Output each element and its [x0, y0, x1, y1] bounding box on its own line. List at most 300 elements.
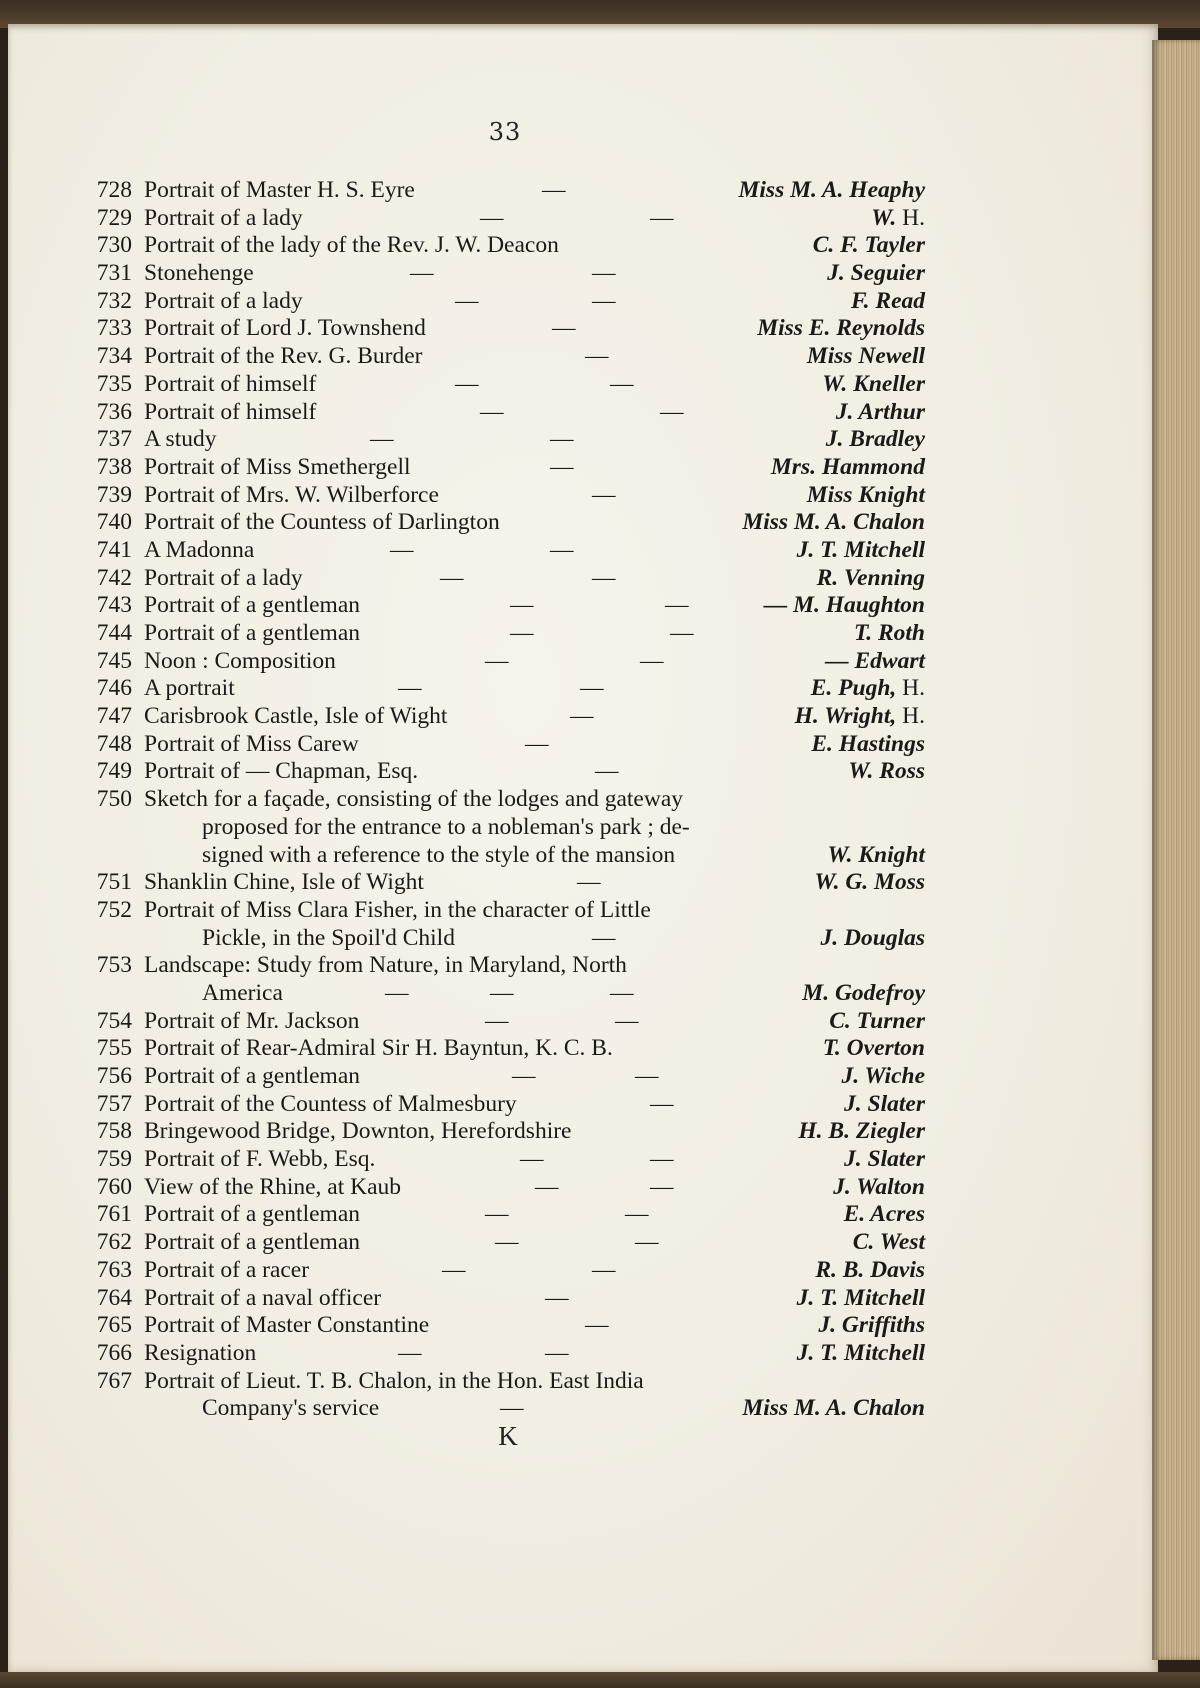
entry-title: Portrait of a lady [144, 204, 303, 231]
entry-number: 732 [96, 287, 132, 314]
entry-title: Portrait of Master H. S. Eyre [144, 177, 415, 203]
entry-number: 752 [96, 896, 132, 923]
entry-title: proposed for the entrance to a nobleman's park ; de- [202, 813, 690, 840]
catalogue-entry [80, 648, 925, 676]
entry-number: 755 [96, 1035, 132, 1062]
catalogue-entry [80, 232, 925, 260]
artist-label: H. Wright, [794, 703, 897, 730]
entry-title: Portrait of Miss Smethergell [144, 453, 411, 480]
catalogue-entry [80, 260, 925, 288]
entry-line [80, 1035, 925, 1063]
artist-label: C. Turner [829, 1007, 925, 1034]
catalogue-entry [80, 592, 925, 620]
artist-label: F. Read [851, 287, 925, 314]
entry-line [80, 1174, 925, 1202]
entry-line [80, 814, 925, 842]
entry-number: 764 [96, 1284, 132, 1311]
leader-dash: — [610, 979, 634, 1006]
artist-label: W. Ross [848, 758, 925, 785]
entry-title: Portrait of the Countess of Malmesbury [144, 1090, 517, 1117]
leader-dash: — [592, 481, 616, 508]
entry-number: 742 [96, 564, 132, 591]
entry-title: Stonehenge [144, 260, 254, 287]
artist-label: Miss M. A. Chalon [742, 509, 925, 536]
entry-title: Portrait of F. Webb, Esq. [144, 1146, 376, 1173]
catalogue-entry [80, 371, 925, 399]
entry-line [80, 1146, 925, 1174]
entry-title: Portrait of Miss Carew [144, 730, 359, 757]
entry-number: 733 [96, 315, 132, 342]
entry-line [80, 1008, 925, 1036]
entry-line [80, 675, 925, 703]
artist-name [814, 869, 925, 897]
leader-dash: — [440, 564, 464, 591]
entry-line [80, 537, 925, 565]
entry-number: 766 [96, 1339, 132, 1366]
leader-dash: — [480, 398, 504, 425]
artist-label: Mrs. Hammond [770, 453, 925, 480]
artist-name [802, 980, 925, 1008]
leader-dash: — [485, 647, 509, 674]
entry-title: Noon : Composition [144, 647, 336, 674]
catalogue-entry [80, 1340, 925, 1368]
artist-label: — Edwart [825, 647, 925, 674]
entry-title: A study [144, 426, 217, 453]
entry-number: 731 [96, 260, 132, 287]
catalogue-entry [80, 620, 925, 648]
artist-label: Miss Knight [806, 481, 925, 508]
entry-line [80, 731, 925, 759]
entry-line [80, 315, 925, 343]
artist-name [836, 399, 925, 427]
entry-line [80, 1340, 925, 1368]
entry-number: 756 [96, 1063, 132, 1089]
entry-title: Portrait of — Chapman, Esq. [144, 758, 419, 785]
catalogue-entry [80, 675, 925, 703]
artist-name [826, 426, 925, 454]
entry-title: Portrait of himself [144, 370, 317, 397]
artist-label: H. B. Ziegler [798, 1118, 925, 1145]
entry-title: Resignation [144, 1339, 257, 1366]
artist-label: W. G. Moss [814, 869, 925, 896]
entry-line [80, 454, 925, 482]
leader-dash: — [500, 1395, 524, 1422]
entry-number: 734 [96, 343, 132, 370]
entry-number: 767 [96, 1367, 132, 1394]
entry-title: A portrait [144, 675, 235, 702]
entry-line [80, 1312, 925, 1340]
leader-dash: — [615, 1007, 639, 1034]
catalogue-entry [80, 1285, 925, 1313]
entry-line [80, 758, 925, 786]
leader-dash: — [635, 1229, 659, 1256]
artist-label: J. Walton [833, 1173, 925, 1200]
leader-dash: — [585, 343, 609, 370]
leader-dash: — [550, 426, 574, 453]
entry-number: 736 [96, 398, 132, 425]
leader-dash: — [592, 287, 616, 314]
artist-name [797, 1285, 925, 1313]
catalogue-entry [80, 537, 925, 565]
entry-line [80, 1201, 925, 1229]
artist-name [742, 1395, 925, 1423]
artist-label: J. Wiche [841, 1063, 925, 1089]
entry-number: 729 [96, 204, 132, 231]
leader-dash: — [625, 1201, 649, 1228]
leader-dash: — [535, 1173, 559, 1200]
artist-name [797, 537, 925, 565]
page-edges [1152, 40, 1200, 1660]
leader-dash: — [485, 1007, 509, 1034]
entry-title: Portrait of Mr. Jackson [144, 1007, 360, 1034]
leader-dash: — [545, 1339, 569, 1366]
leader-dash: — [512, 1063, 536, 1089]
leader-dash: — [455, 370, 479, 397]
catalogue-entry [80, 399, 925, 427]
entry-line [80, 592, 925, 620]
entry-number: 757 [96, 1090, 132, 1117]
artist-name [825, 648, 925, 676]
artist-name [818, 1312, 925, 1340]
artist-name [757, 315, 925, 343]
leader-dash: — [665, 592, 689, 619]
leader-dash: — [550, 453, 574, 480]
leader-dash: — [510, 592, 534, 619]
entry-title: Portrait of Lieut. T. B. Chalon, in the Hon. East India [144, 1367, 644, 1394]
entry-number: 748 [96, 730, 132, 757]
entry-title: Portrait of Master Constantine [144, 1312, 430, 1339]
leader-dash: — [542, 177, 566, 203]
catalogue-entry [80, 1063, 925, 1091]
leader-dash: — [495, 1229, 519, 1256]
entry-line [80, 1118, 925, 1146]
entry-line [80, 648, 925, 676]
catalogue-entry [80, 952, 925, 1007]
entry-number: 728 [96, 177, 132, 203]
artist-name [853, 1229, 925, 1257]
leader-dash: — [650, 1173, 674, 1200]
catalogue-entry [80, 1312, 925, 1340]
artist-label: C. F. Tayler [812, 232, 925, 259]
leader-dash: — [640, 647, 664, 674]
catalogue-entry [80, 786, 925, 869]
entry-number: 761 [96, 1201, 132, 1228]
artist-label: E. Pugh, [810, 675, 897, 702]
entry-number: 735 [96, 370, 132, 397]
catalogue-entry [80, 1118, 925, 1146]
artist-name [854, 620, 925, 648]
entry-line [80, 1285, 925, 1313]
artist-suffix: H. [896, 675, 925, 702]
leader-dash: — [485, 1201, 509, 1228]
catalogue-entry [80, 1368, 925, 1423]
artist-name [833, 1174, 925, 1202]
artist-name [827, 260, 925, 288]
entry-line [80, 509, 925, 537]
artist-name [739, 177, 926, 205]
artist-label: J. T. Mitchell [796, 1284, 925, 1311]
entry-title: Portrait of the lady of the Rev. J. W. Deacon [144, 232, 559, 259]
entry-line [80, 177, 925, 205]
entry-line [80, 952, 925, 980]
entry-title: Portrait of a gentleman [144, 1229, 360, 1256]
artist-label: J. Douglas [820, 924, 925, 951]
entry-title: A Madonna [144, 536, 255, 563]
leader-dash: — [510, 620, 534, 646]
artist-label: E. Hastings [811, 730, 925, 757]
leader-dash: — [670, 620, 694, 646]
book-cover-bottom [0, 1672, 1200, 1688]
entry-title: Portrait of a gentleman [144, 1201, 360, 1228]
catalogue-entry [80, 1008, 925, 1036]
artist-name [827, 842, 925, 870]
artist-label: Miss E. Reynolds [757, 315, 925, 342]
entry-number: 751 [96, 869, 132, 896]
catalogue-entry [80, 758, 925, 786]
entry-line [80, 426, 925, 454]
artist-label: J. Slater [844, 1146, 925, 1173]
artist-name [817, 565, 925, 593]
catalogue-entry [80, 426, 925, 454]
artist-label: R. Venning [816, 564, 925, 591]
artist-name [851, 288, 925, 316]
leader-dash: — [577, 869, 601, 896]
leader-dash: — [592, 1256, 616, 1283]
entry-title: Portrait of a gentleman [144, 620, 360, 646]
artist-label: T. Overton [822, 1035, 925, 1062]
artist-label: T. Roth [854, 620, 925, 646]
entry-title: Portrait of Lord J. Townshend [144, 315, 426, 342]
entry-title: View of the Rhine, at Kaub [144, 1173, 402, 1200]
entry-line [80, 1091, 925, 1119]
leader-dash: — [455, 287, 479, 314]
artist-name [822, 371, 925, 399]
entry-title: Portrait of a gentleman [144, 1063, 360, 1089]
entry-title: Company's service [202, 1395, 380, 1422]
entry-title: Portrait of a gentleman [144, 592, 360, 619]
leader-dash: — [635, 1063, 659, 1089]
artist-name [807, 343, 925, 371]
entry-number: 739 [96, 481, 132, 508]
entry-title: Portrait of Rear-Admiral Sir H. Bayntun, K. C. B. [144, 1035, 613, 1062]
leader-dash: — [570, 703, 594, 730]
leader-dash: — [610, 370, 634, 397]
artist-suffix: H. [896, 204, 925, 231]
artist-label: J. T. Mitchell [796, 536, 925, 563]
artist-name [841, 1063, 925, 1091]
entry-number: 749 [96, 758, 132, 785]
entry-line [80, 1229, 925, 1257]
leader-dash: — [660, 398, 684, 425]
entry-number: 737 [96, 426, 132, 453]
leader-dash: — [480, 204, 504, 231]
leader-dash: — [410, 260, 434, 287]
entry-line [80, 260, 925, 288]
artist-label: E. Acres [843, 1201, 925, 1228]
artist-name [844, 1201, 925, 1229]
entry-line [80, 565, 925, 593]
catalogue-entry [80, 731, 925, 759]
entry-line [80, 869, 925, 897]
catalogue-entry [80, 343, 925, 371]
artist-name [848, 758, 925, 786]
entry-line [80, 980, 925, 1008]
catalogue-entry [80, 205, 925, 233]
catalogue-entry [80, 565, 925, 593]
artist-name [811, 675, 925, 703]
leader-dash: — [390, 536, 414, 563]
artist-label: W. Kneller [822, 370, 925, 397]
leader-dash: — [490, 979, 514, 1006]
entry-line [80, 786, 925, 814]
artist-label: W. [871, 204, 897, 231]
entry-title: Portrait of a racer [144, 1256, 310, 1283]
catalogue-entry [80, 1091, 925, 1119]
artist-label: J. Griffiths [818, 1312, 925, 1339]
artist-name [795, 703, 925, 731]
artist-suffix: H. [896, 703, 925, 730]
entry-title: Portrait of Miss Clara Fisher, in the character of Little [144, 896, 651, 923]
artist-name [823, 1035, 925, 1063]
catalogue-entry [80, 1146, 925, 1174]
artist-name [798, 1118, 925, 1146]
leader-dash: — [552, 315, 576, 342]
artist-name [764, 592, 925, 620]
entry-line [80, 232, 925, 260]
artist-label: Miss M. A. Heaphy [738, 177, 925, 203]
artist-label: C. West [852, 1229, 925, 1256]
entry-title: Bringewood Bridge, Downton, Herefordshire [144, 1118, 572, 1145]
artist-name [813, 232, 925, 260]
artist-label: J. Bradley [825, 426, 925, 453]
entry-number: 730 [96, 232, 132, 259]
entry-line [80, 482, 925, 510]
signature-mark: K [498, 1421, 518, 1451]
entry-title: Portrait of the Rev. G. Burder [144, 343, 423, 370]
entry-number: 741 [96, 536, 132, 563]
artist-label: J. Slater [844, 1090, 925, 1117]
entry-number: 743 [96, 592, 132, 619]
leader-dash: — [398, 1339, 422, 1366]
leader-dash: — [550, 536, 574, 563]
artist-name [871, 205, 925, 233]
entry-number: 762 [96, 1229, 132, 1256]
artist-name [844, 1146, 925, 1174]
artist-label: J. T. Mitchell [796, 1339, 925, 1366]
artist-name [807, 482, 925, 510]
artist-name [815, 1257, 925, 1285]
leader-dash: — [650, 1146, 674, 1173]
entry-title: Carisbrook Castle, Isle of Wight [144, 703, 448, 730]
artist-name [771, 454, 925, 482]
entry-line [80, 1368, 925, 1396]
artist-name [844, 1091, 925, 1119]
entry-number: 747 [96, 703, 132, 730]
entry-number: 765 [96, 1312, 132, 1339]
entry-number: 753 [96, 952, 132, 979]
entry-line [80, 620, 925, 648]
entry-title: America [202, 979, 283, 1006]
artist-name [829, 1008, 925, 1036]
leader-dash: — [650, 204, 674, 231]
leader-dash: — [580, 675, 604, 702]
leader-dash: — [442, 1256, 466, 1283]
entry-line [80, 842, 925, 870]
entry-title: Landscape: Study from Nature, in Maryland, North [144, 952, 627, 979]
artist-name [821, 925, 925, 953]
entry-line [80, 703, 925, 731]
entry-line [80, 399, 925, 427]
leader-dash: — [595, 758, 619, 785]
leader-dash: — [592, 260, 616, 287]
entry-number: 740 [96, 509, 132, 536]
leader-dash: — [545, 1284, 569, 1311]
entry-line [80, 1395, 925, 1423]
entry-number: 744 [96, 620, 132, 646]
entry-line [80, 205, 925, 233]
entry-line [80, 343, 925, 371]
artist-label: M. Godefroy [802, 979, 925, 1006]
entry-title: Sketch for a façade, consisting of the lodges and gateway [144, 786, 684, 813]
catalogue-entry [80, 1257, 925, 1285]
artist-label: R. B. Davis [815, 1256, 925, 1283]
catalogue-entry [80, 1229, 925, 1257]
entry-number: 738 [96, 453, 132, 480]
catalogue-entry [80, 509, 925, 537]
page-number: 33 [488, 118, 522, 146]
entry-number: 759 [96, 1146, 132, 1173]
entry-title: Portrait of himself [144, 398, 317, 425]
entry-title: Pickle, in the Spoil'd Child [202, 924, 455, 951]
artist-label: J. Arthur [835, 398, 925, 425]
catalogue-entry [80, 454, 925, 482]
leader-dash: — [398, 675, 422, 702]
leader-dash: — [650, 1090, 674, 1117]
artist-label: Miss Newell [806, 343, 925, 370]
catalogue-entry [80, 177, 925, 205]
entry-line [80, 897, 925, 925]
entry-number: 745 [96, 647, 132, 674]
catalogue-entry [80, 897, 925, 952]
entry-line [80, 925, 925, 953]
entry-title: Shanklin Chine, Isle of Wight [144, 869, 424, 896]
catalogue-entry [80, 1174, 925, 1202]
catalogue-entry [80, 1201, 925, 1229]
artist-name [811, 731, 925, 759]
entry-line [80, 371, 925, 399]
artist-label: — M. Haughton [763, 592, 925, 619]
artist-label: Miss M. A. Chalon [742, 1395, 925, 1422]
leader-dash: — [592, 924, 616, 951]
leader-dash: — [525, 730, 549, 757]
entry-number: 750 [96, 786, 132, 813]
entry-line [80, 1257, 925, 1285]
entry-title: Portrait of the Countess of Darlington [144, 509, 500, 536]
entry-title: Portrait of a naval officer [144, 1284, 382, 1311]
entry-number: 760 [96, 1173, 132, 1200]
artist-label: W. Knight [827, 841, 925, 868]
catalogue-entry [80, 288, 925, 316]
catalogue-entry [80, 1035, 925, 1063]
entry-title: Portrait of a lady [144, 287, 303, 314]
leader-dash: — [370, 426, 394, 453]
entry-number: 758 [96, 1118, 132, 1145]
entry-line [80, 1063, 925, 1091]
leader-dash: — [585, 1312, 609, 1339]
catalogue-entry [80, 869, 925, 897]
leader-dash: — [592, 564, 616, 591]
artist-label: J. Seguier [827, 260, 925, 287]
